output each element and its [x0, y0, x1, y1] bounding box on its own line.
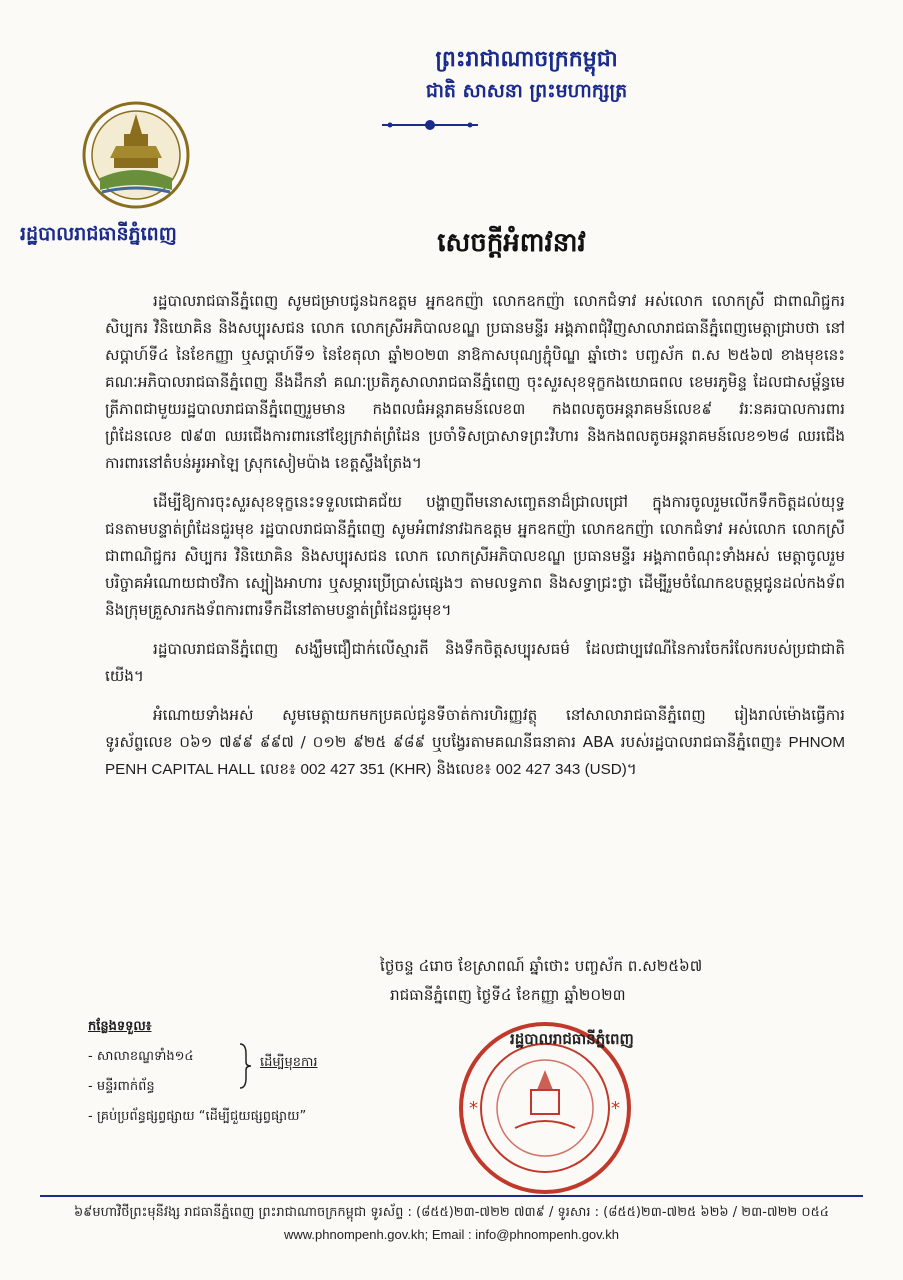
issuer-name: រដ្ឋបាលរាជធានីភ្នំពេញ	[20, 223, 177, 245]
brace-icon	[238, 1042, 252, 1090]
phnom-penh-emblem-icon	[80, 100, 192, 210]
footer	[0, 1202, 903, 1246]
ornament-divider-icon	[380, 118, 480, 132]
recipient-item: - មន្ទីរពាក់ព័ន្ធ	[88, 1079, 155, 1094]
footer-divider	[40, 1195, 863, 1197]
recipient-item: - សាលាខណ្ឌទាំង១៤	[88, 1049, 194, 1064]
recipients-purpose: ដើម្បីមុខការ	[260, 1055, 318, 1070]
paragraph-3: រដ្ឋបាលរាជធានីភ្នំពេញ សង្ឃឹមជឿជាក់លើស្មារតី និងទឹកចិត្តសប្បុរសធម៌ ដែលជាប្បវេណីនៃការចែករំលែករបស់ប្រជាជាតិយើង។	[105, 640, 845, 685]
date-block	[380, 952, 850, 1010]
usd-account: 002 427 343 (USD)	[495, 761, 627, 778]
recipients-title: កន្លែងទទួល៖	[88, 1019, 152, 1034]
recipients-block	[88, 1012, 408, 1132]
recipient-item: - គ្រប់ប្រព័ន្ធផ្សព្វផ្សាយ “ដើម្បីជួយផ្សព្វផ្សាយ”	[88, 1109, 307, 1124]
donation-text: អំណោយទាំងអស់ សូមមេត្តាយកមកប្រគល់ជូនទីចាត់ការហិរញ្ញវត្ថុ នៅសាលារាជធានីភ្នំពេញ រៀងរាល់ម៉ោងធ្វើការ ទូរស័ព្ទលេខ ០៦១ ៧៩៩ ៩៩៧ / ០១២ ៩២៥ ៩៨៩ ឬបង្វែរតាមគណនីធនាគារ ABA របស់រដ្ឋបាលរាជធានីភ្នំពេញ៖	[105, 706, 845, 751]
footer-contact	[0, 1224, 903, 1246]
footer-website[interactable]: www.phnompenh.gov.kh	[283, 1227, 425, 1242]
footer-email-label: ; Email :	[424, 1227, 472, 1242]
svg-text:*: *	[469, 1098, 478, 1119]
kingdom-header	[0, 44, 903, 106]
footer-email[interactable]: info@phnompenh.gov.kh	[475, 1227, 620, 1242]
lunar-date: ថ្ងៃចន្ទ ៤រោច ខែស្រាពណ៍ ឆ្នាំថោះ បញ្ចស័ក ព.ស២៥៦៧	[380, 957, 703, 975]
solar-date: រាជធានីភ្នំពេញ ថ្ងៃទី៤ ខែកញ្ញា ឆ្នាំ២០២៣	[390, 986, 626, 1004]
usd-label: និងលេខ៖	[436, 760, 492, 778]
account-name: PHNOM PENH CAPITAL HALL	[105, 734, 846, 778]
svg-text:*: *	[611, 1098, 620, 1119]
paragraph-1: រដ្ឋបាលរាជធានីភ្នំពេញ សូមជម្រាបជូនឯកឧត្តម អ្នកឧកញ៉ា លោកឧកញ៉ា លោកជំទាវ អស់លោក លោកស្រី ជាពាណិជ្ជករ សិប្បករ វិនិយោគិន និងសប្បុរសជន លោក លោកស្រីអភិបាលខណ្ឌ ប្រធានមន្ទីរ អង្គភាពជុំវិញសាលារាជធានីភ្នំពេញមេត្តាជ្រាបថា នៅ សប្តាហ៍ទី៤ នៃខែកញ្ញា ឬសប្តាហ៍ទី១ នៃខែតុលា ឆ្នាំ២០២៣ នាឱកាសបុណ្យភ្ជុំបិណ្ឌ ឆ្នាំថោះ បញ្ចស័ក ព.ស ២៥៦៧ ខាងមុខនេះ គណៈអភិបាលរាជធានីភ្នំពេញ នឹងដឹកនាំ គណៈប្រតិភូសាលារាជធានីភ្នំពេញ ចុះសួរសុខទុក្ខកងយោធពល ខេមរភូមិន្ទ ដែលជាសម្ព័ន្ធមេត្រីភាពជាមួយរដ្ឋបាលរាជធានីភ្នំពេញរួមមាន កងពលធំអន្តរាគមន៍លេខ៣ កងពលតូចអន្តរាគមន៍លេខ៩ វរៈនគរបាលការពារព្រំដែនលេខ ៧៩៣ ឈរជើងការពារនៅខ្សែក្រវាត់ព្រំដែន ប្រចាំទិសប្រាសាទព្រះវិហារ និងកងពលតូចអន្តរាគមន៍លេខ១២៨ ឈរជើង ការពារនៅតំបន់អូរអាឡៃ ស្រុកសៀមប៉ាង ខេត្តស្ទឹងត្រែង។	[105, 292, 845, 472]
sentence-end: ។	[626, 760, 637, 778]
document-title: សេចក្តីអំពាវនាវ	[437, 228, 586, 258]
donation-paragraph	[105, 702, 845, 783]
signer-name: រដ្ឋបាលរាជធានីភ្នំពេញ	[510, 1030, 634, 1048]
national-motto: ជាតិ សាសនា ព្រះមហាក្សត្រ	[425, 80, 628, 102]
document-body	[105, 288, 845, 795]
kingdom-name: ព្រះរាជាណាចក្រកម្ពុជា	[435, 47, 618, 72]
footer-address: ៦៩មហាវិថីព្រះមុនីវង្ស រាជធានីភ្នំពេញ ព្រះរាជាណាចក្រកម្ពុជា ទូរស័ព្ទ : (៨៥៥)២៣-៧២២ ៧៣៩ / ទូរសារ : (៨៥៥)២៣-៧២៥ ៦២៦ / ២៣-៧២២ ០៥៤	[73, 1205, 830, 1220]
paragraph-2: ដើម្បីឱ្យការចុះសួរសុខទុក្ខនេះទទួលជោគជ័យ បង្ហាញពីមនោសញ្ចេតនាដ៏ជ្រាលជ្រៅ ក្នុងការចូលរួមលើកទឹកចិត្តដល់យុទ្ធជនតាមបន្ទាត់ព្រំដែនជួរមុខ រដ្ឋបាលរាជធានីភ្នំពេញ សូមអំពាវនាវឯកឧត្តម អ្នកឧកញ៉ា លោកឧកញ៉ា លោកជំទាវ អស់លោក លោកស្រី ជាពាណិជ្ជករ សិប្បករ វិនិយោគិន និងសប្បុរសជន លោក លោកស្រីអភិបាលខណ្ឌ ប្រធានមន្ទីរ អង្គភាពចំណុះទាំងអស់ មេត្តាចូលរួមបរិច្ចាគអំណោយជាថវិកា ស្បៀងអាហារ ឬសម្ភារប្រើប្រាស់ផ្សេងៗ តាមលទ្ធភាព និងសទ្ធាជ្រះថ្លា ដើម្បីរួមចំណែកឧបត្ថម្ភជូនដល់កងទ័ព និងក្រុមគ្រួសារកងទ័ពការពារទឹកដីនៅតាមបន្ទាត់ព្រំដែនជួរមុខ។	[105, 493, 845, 619]
khr-account: 002 427 351 (KHR)	[300, 761, 432, 778]
khr-label: លេខ៖	[260, 760, 296, 778]
